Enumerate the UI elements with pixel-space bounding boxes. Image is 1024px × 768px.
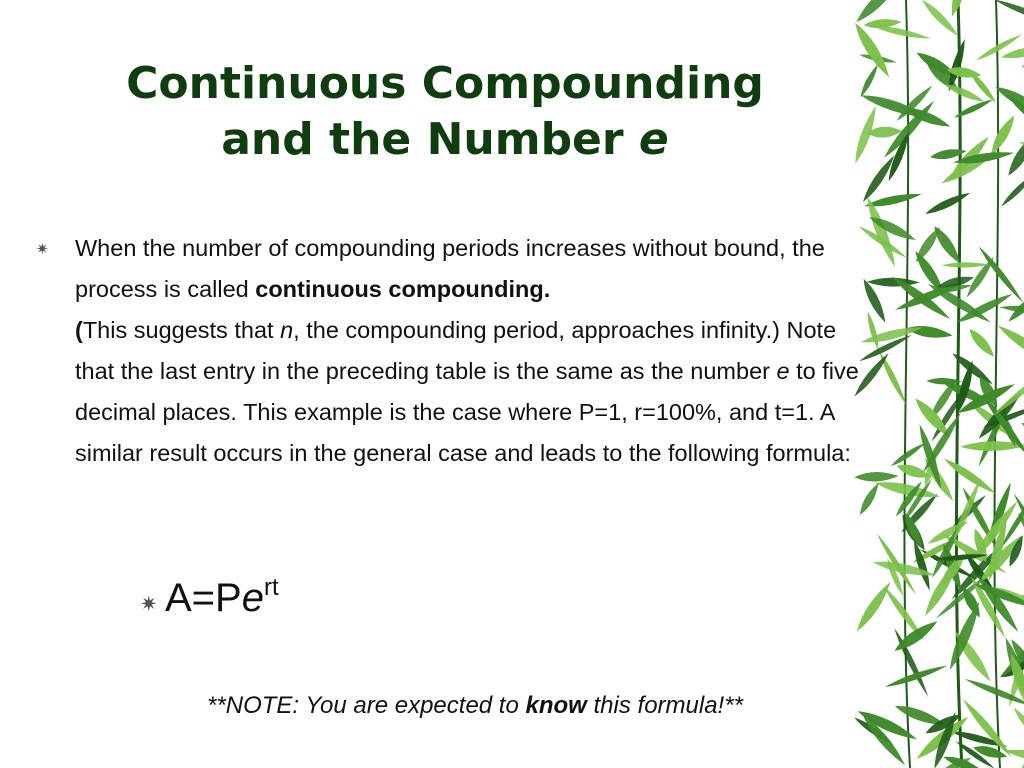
note-prefix: **NOTE: You are expected to [207, 692, 526, 719]
bamboo-leaf [865, 311, 881, 352]
slide-title [40, 56, 850, 168]
formula-bullet-icon: ✷ [140, 592, 158, 616]
formula [165, 572, 279, 624]
note-bold-know: know [525, 692, 587, 719]
note-text [100, 688, 850, 724]
body-paragraph [75, 228, 865, 474]
bamboo-leaf [889, 273, 953, 323]
note-suffix: this formula!** [586, 692, 743, 719]
body-bold-continuous-compounding: continuous compounding. [255, 276, 551, 302]
bamboo-leaf [867, 277, 920, 286]
bamboo-leaves-decoration [846, 0, 1024, 768]
body-var-e: e [776, 358, 790, 384]
body-text-4: to five decimal places. This example is the case where P=1, r=100%, and t=1. A similar result occurs in the general case and leads to the following formula: [75, 358, 859, 466]
bamboo-leaf [857, 481, 882, 517]
body-text-2: This suggests that [82, 317, 281, 343]
bamboo-leaf [987, 113, 1018, 156]
bamboo-leaf [1013, 728, 1024, 768]
bamboo-leaf [923, 189, 972, 217]
bamboo-leaf [863, 18, 902, 30]
body-text-3: , the compounding period, approaches infinity.) Note that the last entry in the preceding table is the same as the number [75, 317, 837, 384]
bamboo-leaf [889, 441, 926, 469]
body-var-n: n [280, 317, 294, 343]
title-line-2-prefix: and the Number [221, 114, 639, 165]
bamboo-leaf [942, 455, 998, 496]
body-bold-paren: ( [75, 317, 83, 343]
formula-base-e: e [241, 576, 264, 620]
bamboo-leaf [1011, 705, 1024, 748]
bamboo-leaf [853, 579, 895, 634]
title-line-1: Continuous Compounding [126, 58, 764, 109]
bamboo-leaf [941, 262, 989, 268]
bamboo-leaf [966, 326, 998, 360]
formula-lhs: A=P [165, 576, 242, 620]
bamboo-leaf [999, 171, 1024, 208]
formula-exponent: rt [263, 574, 279, 601]
body-text-1: When the number of compounding periods increases without bound, the process is called [75, 235, 825, 302]
bamboo-leaf [947, 0, 974, 18]
bullet-icon: ✷ [36, 240, 49, 258]
bamboo-leaf [858, 63, 880, 99]
bamboo-stem [994, 0, 1000, 768]
bamboo-leaf [877, 350, 909, 406]
title-var-e: e [638, 114, 669, 165]
bamboo-leaf [995, 322, 1024, 370]
bamboo-leaf [1019, 419, 1024, 458]
